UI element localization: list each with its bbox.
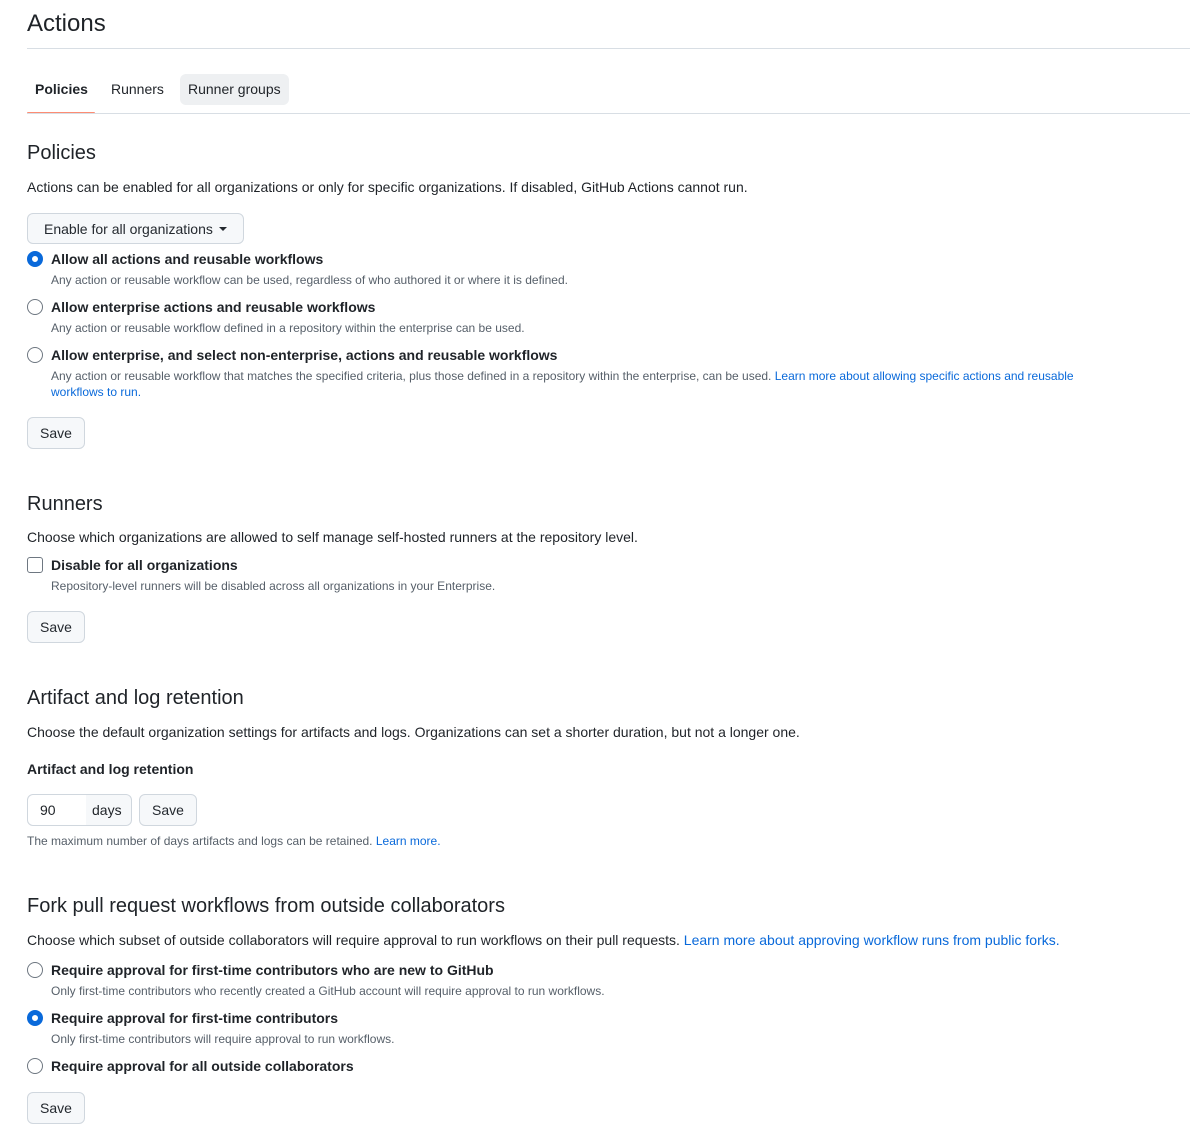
radio-allow-enterprise[interactable] bbox=[27, 299, 43, 315]
retention-description: Choose the default organization settings for artifacts and logs. Organizations can set a shorter duration, but not a longer one. bbox=[27, 724, 800, 740]
option-label: Allow enterprise, and select non-enterprise, actions and reusable workflows bbox=[51, 347, 558, 363]
option-note: Only first-time contributors will require approval to run workflows. bbox=[51, 1032, 395, 1046]
fork-option-new-to-github[interactable] bbox=[27, 961, 1127, 1001]
page-title: Actions bbox=[27, 10, 106, 37]
fork-heading: Fork pull request workflows from outside collaborators bbox=[27, 895, 505, 917]
option-note: Any action or reusable workflow defined in a repository within the enterprise can be used. bbox=[51, 321, 525, 335]
tabs-divider bbox=[27, 113, 1190, 114]
retention-heading: Artifact and log retention bbox=[27, 687, 244, 709]
option-note: Any action or reusable workflow can be used, regardless of who authored it or where it is defined. bbox=[51, 273, 568, 287]
option-label: Allow enterprise actions and reusable workflows bbox=[51, 299, 376, 315]
checkbox-note: Repository-level runners will be disabled across all organizations in your Enterprise. bbox=[51, 579, 496, 593]
disable-runners-checkbox[interactable] bbox=[27, 557, 43, 573]
retention-days-input[interactable] bbox=[28, 795, 86, 825]
fork-description-text: Choose which subset of outside collaborators will require approval to run workflows on their pull requests. bbox=[27, 932, 680, 948]
option-label: Require approval for first-time contributors bbox=[51, 1010, 339, 1026]
retention-learn-more-link[interactable]: Learn more. bbox=[375, 834, 441, 848]
radio-all-outside[interactable] bbox=[27, 1058, 43, 1074]
radio-allow-all[interactable] bbox=[27, 251, 43, 267]
title-divider bbox=[27, 48, 1190, 49]
fork-description bbox=[27, 932, 1060, 948]
fork-option-all-outside[interactable] bbox=[27, 1057, 1127, 1077]
policy-option-allow-select[interactable] bbox=[27, 346, 1127, 406]
option-label: Require approval for first-time contributors who are new to GitHub bbox=[51, 962, 494, 978]
retention-field-label: Artifact and log retention bbox=[27, 761, 194, 777]
fork-save-button[interactable]: Save bbox=[27, 1092, 85, 1124]
policies-description: Actions can be enabled for all organizations or only for specific organizations. If disabled, GitHub Actions cannot run. bbox=[27, 179, 748, 195]
runners-disable-option[interactable] bbox=[27, 556, 1127, 596]
dropdown-label: Enable for all organizations bbox=[44, 220, 213, 237]
radio-first-time[interactable] bbox=[27, 1010, 43, 1026]
tab-runner-groups[interactable]: Runner groups bbox=[180, 74, 289, 105]
option-label: Require approval for all outside collaborators bbox=[51, 1058, 354, 1074]
policy-option-allow-enterprise[interactable] bbox=[27, 298, 1127, 342]
policies-save-button[interactable]: Save bbox=[27, 417, 85, 449]
tab-runners[interactable]: Runners bbox=[111, 81, 164, 97]
radio-allow-select[interactable] bbox=[27, 347, 43, 363]
tab-policies[interactable]: Policies bbox=[35, 81, 88, 97]
runners-heading: Runners bbox=[27, 493, 103, 515]
option-note bbox=[51, 368, 1091, 400]
enable-organizations-dropdown[interactable] bbox=[27, 213, 244, 244]
checkbox-label: Disable for all organizations bbox=[51, 557, 238, 573]
option-note: Only first-time contributors who recently created a GitHub account will require approval to run workflows. bbox=[51, 984, 605, 998]
option-label: Allow all actions and reusable workflows bbox=[51, 251, 324, 267]
runners-save-button[interactable]: Save bbox=[27, 611, 85, 643]
retention-save-button[interactable]: Save bbox=[139, 794, 197, 826]
policies-heading: Policies bbox=[27, 142, 96, 164]
caret-down-icon bbox=[219, 227, 227, 231]
retention-days-field bbox=[27, 794, 132, 826]
policy-option-allow-all[interactable] bbox=[27, 250, 1127, 294]
days-suffix: days bbox=[92, 802, 122, 818]
learn-more-specific-actions-link[interactable]: Learn more about allowing specific actions and reusable workflows to run. bbox=[51, 369, 1074, 399]
retention-note-text: The maximum number of days artifacts and logs can be retained. bbox=[27, 834, 373, 848]
radio-new-to-github[interactable] bbox=[27, 962, 43, 978]
learn-more-approving-runs-link[interactable]: Learn more about approving workflow runs from public forks. bbox=[683, 932, 1060, 948]
option-note-text: Any action or reusable workflow that matches the specified criteria, plus those defined in a repository within the enterprise, can be used. bbox=[51, 369, 772, 383]
retention-note bbox=[27, 834, 441, 848]
runners-description: Choose which organizations are allowed to self manage self-hosted runners at the repository level. bbox=[27, 529, 638, 545]
tab-nav bbox=[27, 74, 1190, 114]
fork-option-first-time[interactable] bbox=[27, 1009, 1127, 1049]
